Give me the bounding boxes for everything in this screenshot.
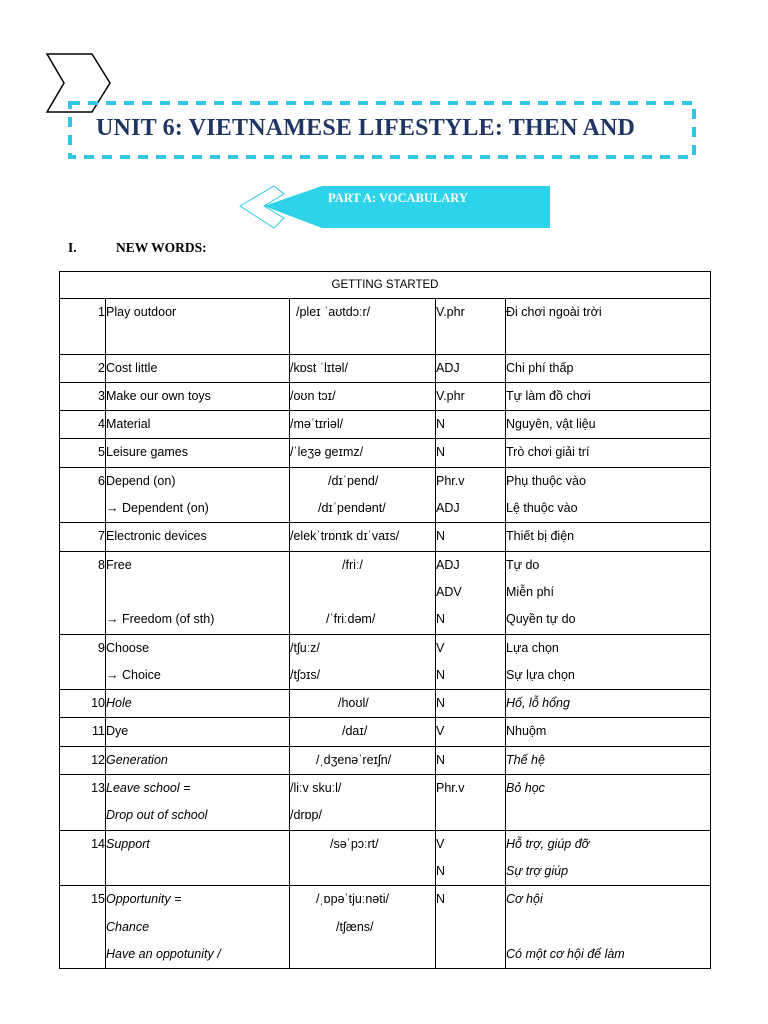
word: Hole	[106, 696, 132, 711]
pronunciation: /hoʊl/	[338, 696, 369, 711]
word-synonym: Chance	[106, 919, 150, 934]
meaning-phrase: Có một cơ hội để làm	[506, 946, 625, 961]
table-row	[60, 634, 711, 690]
word-phrase: Have an oppotunity /	[106, 946, 221, 961]
table-row	[60, 354, 711, 382]
word-derived: → Dependent (on)	[106, 501, 209, 516]
table-row	[60, 830, 711, 886]
table-row	[60, 299, 711, 355]
row-number: 13	[91, 781, 105, 796]
table-row	[60, 439, 711, 467]
part-of-speech: V.phr	[436, 305, 465, 319]
meaning-derived: Sự lựa chọn	[506, 667, 575, 682]
pronunciation: /liːv skuːl/	[290, 781, 342, 796]
meaning-2: Sự trợ giúp	[506, 863, 569, 878]
pronunciation: /ˌɒpəˈtjuːnəti/	[316, 892, 389, 907]
part-label: PART A: VOCABULARY	[328, 191, 468, 205]
row-number: 1	[98, 305, 105, 319]
pronunciation: /oʊn tɔɪ/	[290, 388, 336, 403]
pronunciation: /məˈtɪriəl/	[290, 417, 344, 432]
table-header: GETTING STARTED	[60, 272, 711, 299]
part-of-speech: Phr.v	[436, 473, 465, 488]
row-number: 5	[98, 445, 105, 460]
word: Material	[106, 417, 151, 432]
word: Electronic devices	[106, 529, 207, 544]
meaning: Nguyên, vật liệu	[506, 417, 596, 432]
pronunciation: /elekˈtrɒnɪk dɪˈvaɪs/	[290, 529, 400, 544]
meaning: Thiết bị điện	[506, 529, 575, 544]
word: Leave school =	[106, 781, 191, 796]
part-of-speech: N	[436, 752, 446, 767]
row-number: 10	[91, 696, 105, 711]
meaning: Hỗ trợ, giúp đỡ	[506, 836, 590, 851]
meaning: Phụ thuộc vào	[506, 473, 586, 488]
meaning: Hố, lỗ hổng	[506, 696, 570, 711]
word: Dye	[106, 724, 129, 739]
word: Depend (on)	[106, 473, 176, 488]
part-of-speech: N	[436, 892, 446, 907]
pronunciation: /dɪˈpend/	[328, 473, 379, 488]
word: Support	[106, 836, 150, 851]
pronunciation-derived: /ˈfriːdəm/	[326, 612, 376, 627]
meaning: Nhuộm	[506, 724, 547, 739]
table-row	[60, 718, 711, 746]
row-number: 15	[91, 892, 105, 907]
meaning-3: Quyền tự do	[506, 612, 576, 627]
pronunciation: /friː/	[342, 557, 363, 572]
part-of-speech: V.phr	[436, 388, 465, 403]
table-row	[60, 382, 711, 410]
pronunciation: /səˈpɔːrt/	[330, 836, 379, 851]
part-of-speech: V	[436, 640, 445, 655]
meaning: Cơ hội	[506, 892, 543, 907]
meaning: Thế hệ	[506, 752, 545, 767]
table-row	[60, 551, 711, 634]
table-row	[60, 775, 711, 831]
part-of-speech: N	[436, 417, 446, 432]
part-of-speech-derived: N	[436, 667, 446, 682]
row-number: 12	[91, 752, 105, 767]
pronunciation: /pleɪ ˈaʊtdɔːr/	[296, 305, 371, 319]
row-number: 6	[98, 473, 105, 488]
part-of-speech-2: ADV	[436, 584, 462, 599]
meaning: Chi phí thấp	[506, 360, 574, 375]
title-box	[68, 101, 696, 159]
part-of-speech: V	[436, 724, 445, 739]
table-row	[60, 886, 711, 969]
word-derived: → Choice	[106, 667, 161, 682]
table-row	[60, 467, 711, 523]
meaning: Tự làm đồ chơi	[506, 388, 591, 403]
row-number: 9	[98, 640, 105, 655]
part-banner	[238, 184, 552, 230]
word: Free	[106, 557, 132, 572]
row-number: 4	[98, 417, 105, 432]
pronunciation-synonym: /tʃæns/	[336, 919, 374, 934]
table-row	[60, 523, 711, 551]
word: Play outdoor	[106, 305, 177, 319]
word: Generation	[106, 752, 168, 767]
meaning: Trò chơi giải trí	[506, 445, 590, 460]
table-row	[60, 411, 711, 439]
word: Choose	[106, 640, 150, 655]
row-number: 7	[98, 529, 105, 544]
section-label: NEW WORDS:	[116, 240, 207, 255]
pronunciation-synonym: /drɒp/	[290, 808, 322, 823]
word: Opportunity =	[106, 892, 182, 907]
row-number: 3	[98, 388, 105, 403]
part-of-speech: Phr.v	[436, 781, 465, 796]
part-of-speech: N	[436, 445, 446, 460]
meaning: Bỏ học	[506, 781, 545, 796]
meaning: Tự do	[506, 557, 540, 572]
section-heading	[68, 240, 207, 256]
row-number: 8	[98, 557, 105, 572]
meaning: Đi chơi ngoài trời	[506, 305, 602, 319]
word-synonym: Drop out of school	[106, 808, 208, 823]
table-row	[60, 746, 711, 774]
pronunciation-derived: /dɪˈpendənt/	[318, 501, 386, 516]
word: Leisure games	[106, 445, 188, 460]
pronunciation: /ˌdʒenəˈreɪʃn/	[316, 752, 392, 767]
section-number: I.	[68, 240, 77, 255]
part-of-speech: N	[436, 529, 446, 544]
pronunciation: /kɒst ˈlɪtəl/	[290, 360, 348, 375]
part-of-speech: ADJ	[436, 360, 460, 375]
pronunciation: /daɪ/	[342, 724, 368, 739]
part-of-speech: V	[436, 836, 445, 851]
part-of-speech: ADJ	[436, 557, 460, 572]
word: Cost little	[106, 360, 158, 375]
page-title: UNIT 6: VIETNAMESE LIFESTYLE: THEN AND	[96, 115, 636, 141]
meaning-2: Miễn phí	[506, 584, 554, 599]
word-derived: → Freedom (of sth)	[106, 612, 215, 627]
part-of-speech: N	[436, 696, 446, 711]
row-number: 11	[92, 724, 105, 739]
meaning: Lựa chọn	[506, 640, 559, 655]
table-row	[60, 690, 711, 718]
pronunciation-derived: /tʃɔɪs/	[290, 667, 321, 682]
meaning-derived: Lệ thuộc vào	[506, 501, 578, 516]
row-number: 14	[91, 836, 105, 851]
part-of-speech-2: N	[436, 863, 446, 878]
word: Make our own toys	[106, 388, 211, 403]
part-of-speech-derived: ADJ	[436, 501, 460, 516]
row-number: 2	[98, 360, 105, 375]
pronunciation: /ˈleʒə geɪmz/	[290, 445, 364, 460]
vocabulary-table	[59, 271, 711, 969]
part-of-speech-3: N	[436, 612, 446, 627]
pronunciation: /tʃuːz/	[290, 640, 320, 655]
